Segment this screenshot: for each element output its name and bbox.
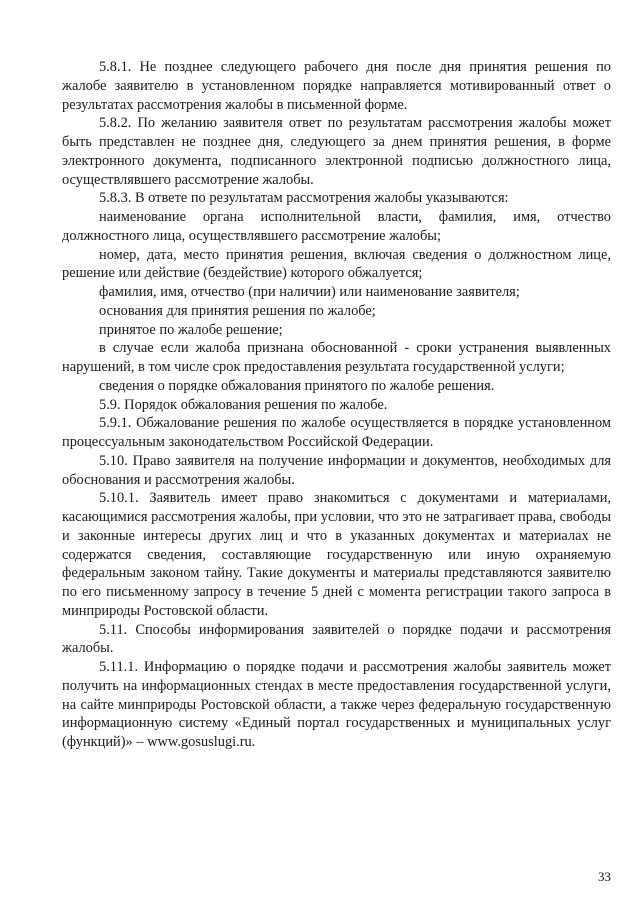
list-item-decision-grounds: основания для принятия решения по жалобе; (99, 302, 376, 319)
list-item-authority-name: наименование органа исполнительной власти, фамилия, имя, отчество должностного лица, осуществлявшего рассмотрение жалобы; (62, 209, 611, 244)
paragraph-5-8-2: 5.8.2. По желанию заявителя ответ по результатам рассмотрения жалобы может быть представлен не позднее дня, следующего за днем принятия решения, в форме электронного документа, подписанного электронной подписью должностного лица, осуществлявшего рассмотрение жалобы. (62, 115, 611, 188)
paragraph-5-9-1: 5.9.1. Обжалование решения по жалобе осуществляется в порядке установленном процессуальным законодательством Российской Федерации. (62, 415, 611, 450)
list-item-decision-details: номер, дата, место принятия решения, включая сведения о должностном лице, решение или действие (бездействие) которого обжалуется; (62, 246, 611, 282)
paragraph-5-9: 5.9. Порядок обжалования решения по жалобе. (99, 396, 388, 413)
list-item-decision: принятое по жалобе решение; (99, 321, 283, 338)
paragraph-5-8-1: 5.8.1. Не позднее следующего рабочего дня после дня принятия решения по жалобе заявителю в установленном порядке направляется мотивированный ответ о результатах рассмотрения жалобы в письменной форме. (62, 59, 611, 113)
page-number: 33 (598, 869, 611, 884)
paragraph-5-10-1: 5.10.1. Заявитель имеет право знакомиться с документами и материалами, касающимися рассмотрения жалобы, при условии, что это не затрагивает права, свободы и законные интересы других лиц и что в указанных документах и материалах не содержатся сведения, составляющие государственную или иную охраняемую федеральным законом тайну. Такие документы и материалы представляются заявителю по его письменному запросу в течение 5 дней с момента регистрации такого запроса в минприроды Ростовской области. (62, 490, 611, 619)
paragraph-5-11-1: 5.11.1. Информацию о порядке подачи и рассмотрения жалобы заявитель может получить на информационных стендах в месте предоставления государственной услуги, на сайте минприроды Ростовской области, а также через федеральную государственную информационную систему «Единый портал государственных и муниципальных услуг (функций)» – www.gosuslugi.ru. (62, 659, 611, 750)
paragraph-5-11: 5.11. Способы информирования заявителей о порядке подачи и рассмотрения жалобы. (62, 621, 611, 657)
list-item-applicant-name: фамилия, имя, отчество (при наличии) или наименование заявителя; (99, 284, 520, 300)
paragraph-5-8-3: 5.8.3. В ответе по результатам рассмотрения жалобы указываются: (99, 190, 509, 207)
list-item-appeal-procedure: сведения о порядке обжалования принятого по жалобе решения. (99, 377, 495, 394)
paragraph-5-10: 5.10. Право заявителя на получение информации и документов, необходимых для обоснования и рассмотрения жалобы. (62, 452, 611, 488)
list-item-remedy-terms: в случае если жалоба признана обоснованной - сроки устранения выявленных нарушений, в том числе срок предоставления результата государственной услуги; (62, 340, 611, 375)
document-body (62, 58, 611, 752)
